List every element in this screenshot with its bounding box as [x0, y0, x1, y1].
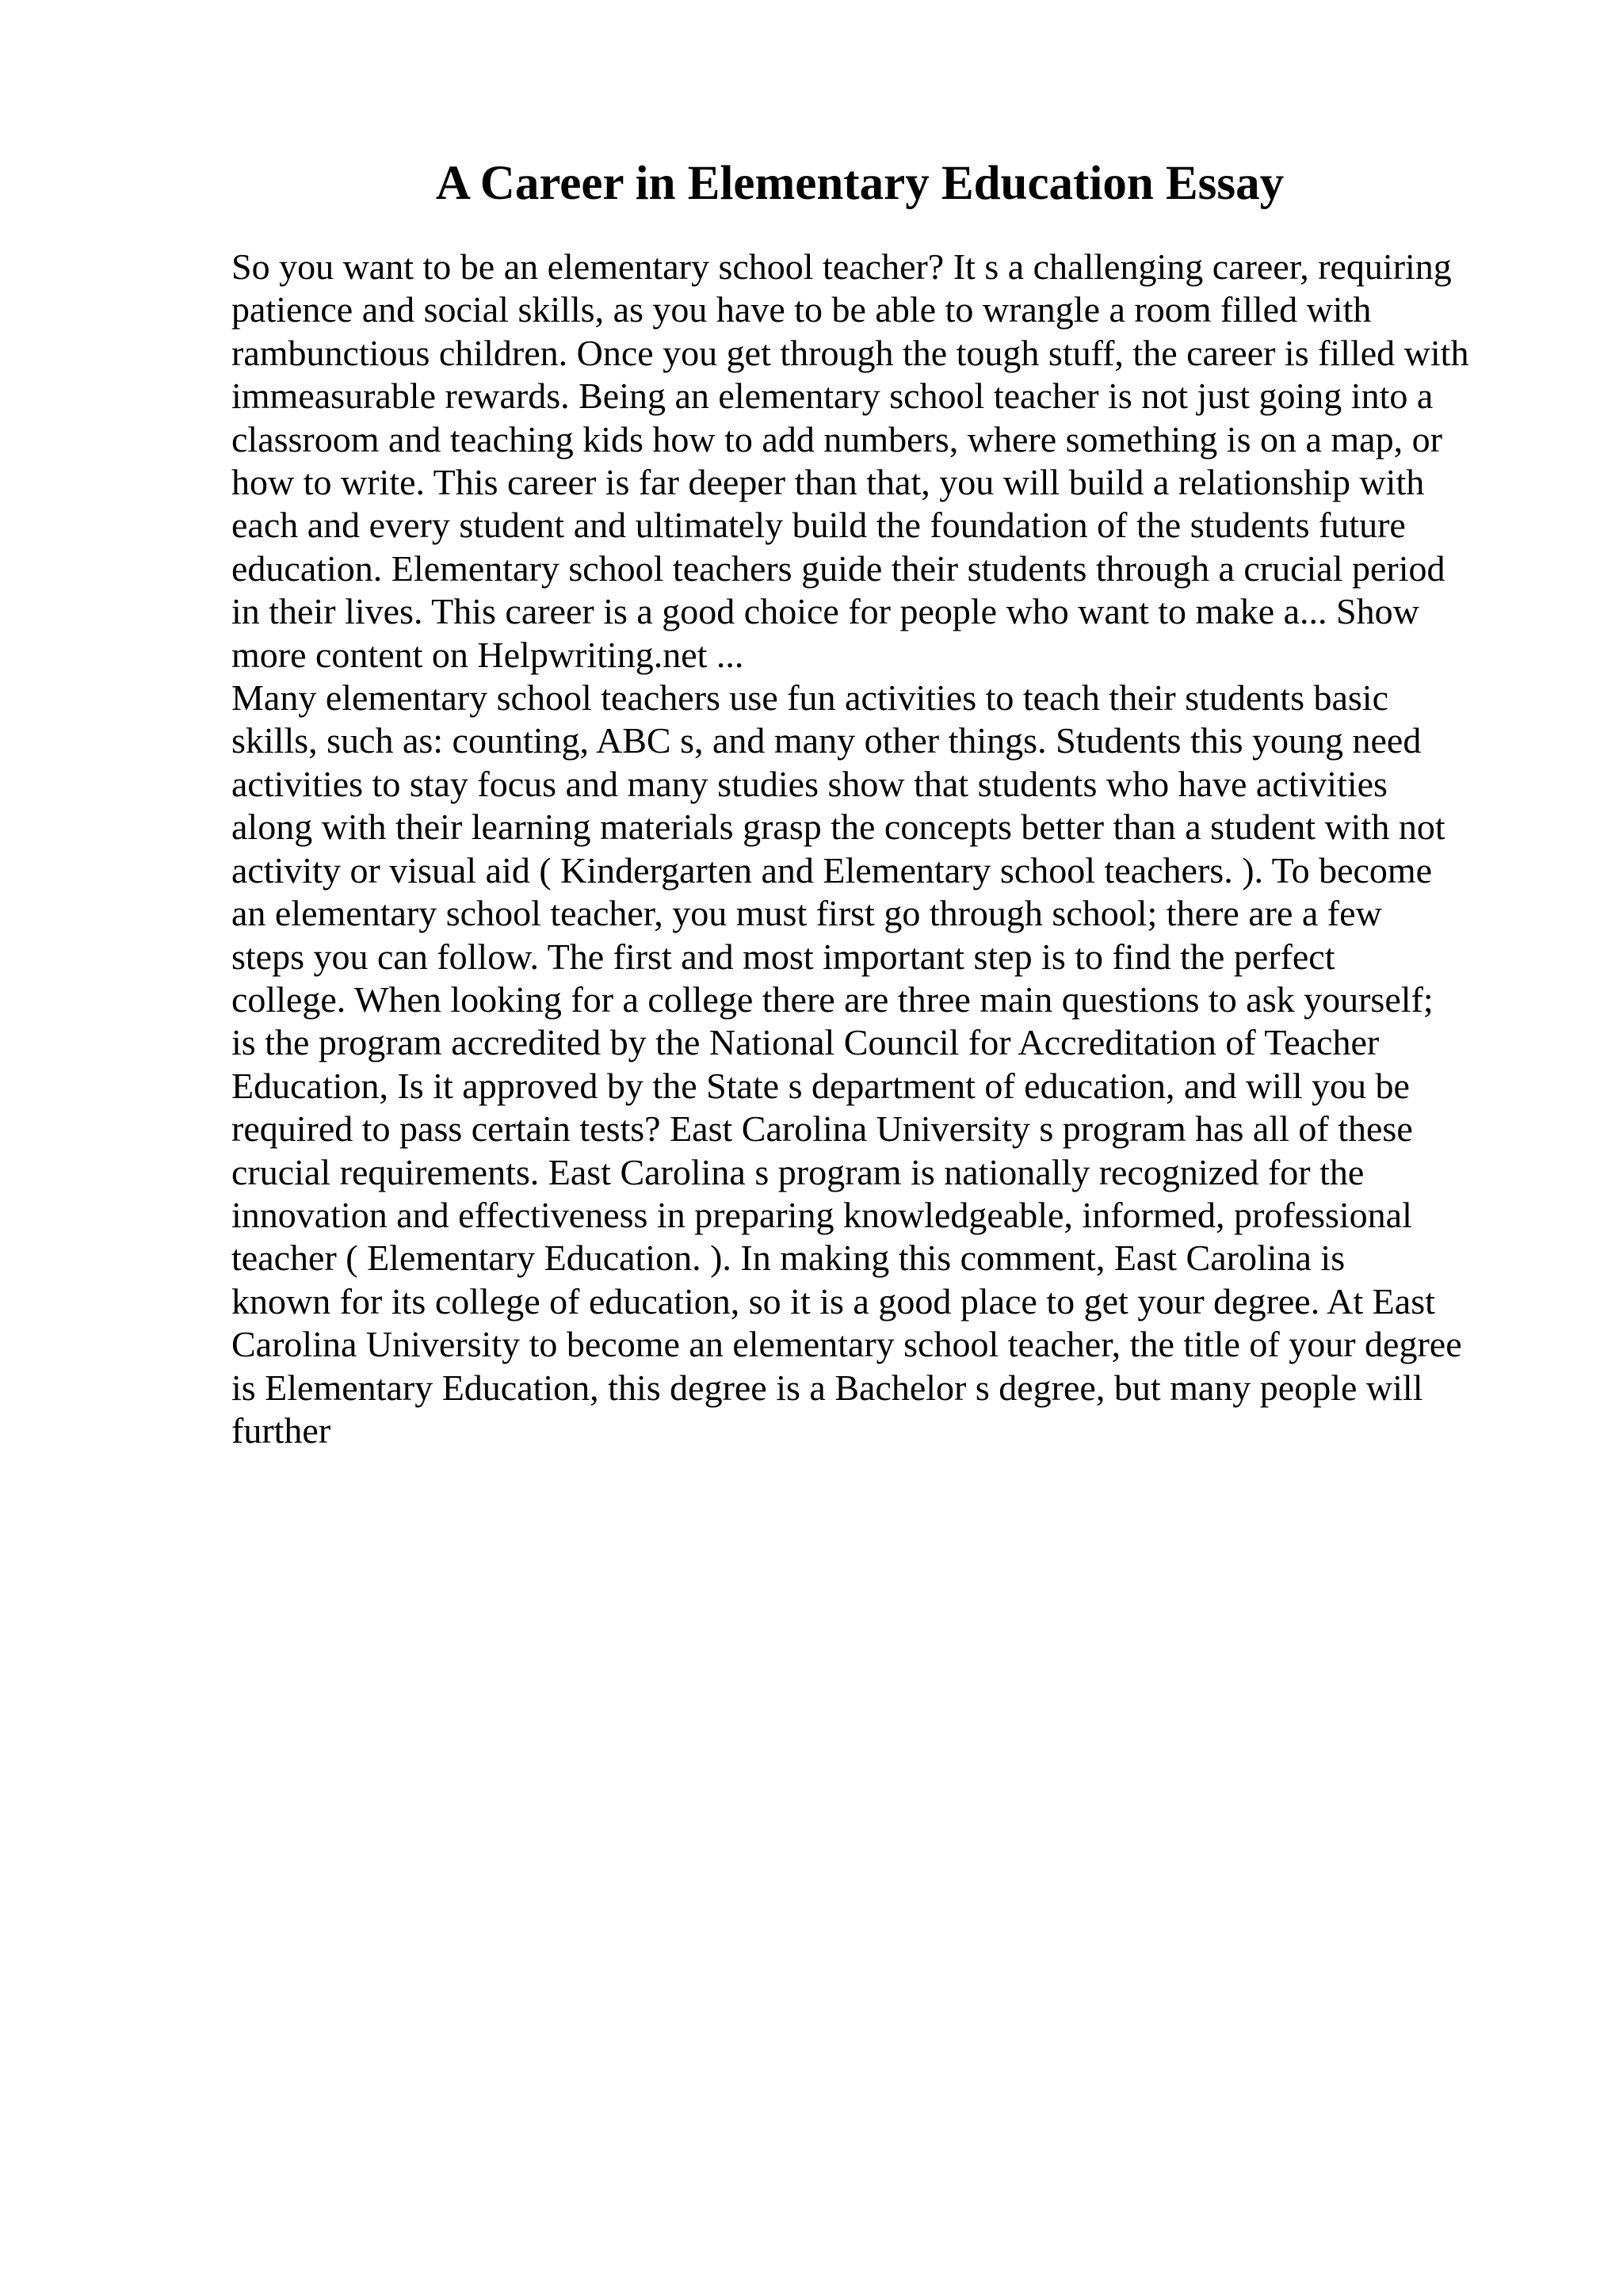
text-line: classroom and teaching kids how to add numbers, where something is on a map, or	[231, 418, 1442, 460]
text-line: immeasurable rewards. Being an elementary school teacher is not just going into a	[231, 376, 1434, 417]
text-line: activities to stay focus and many studies show that students who have activities	[231, 763, 1388, 804]
text-line: in their lives. This career is a good choice for people who want to make a... Show	[231, 591, 1419, 632]
text-line: education. Elementary school teachers guide their students through a crucial period	[231, 547, 1445, 589]
text-line: required to pass certain tests? East Carolina University s program has all of these	[231, 1108, 1413, 1150]
text-line: college. When looking for a college there are three main questions to ask yourself;	[231, 978, 1434, 1020]
text-line: is the program accredited by the National Council for Accreditation of Teacher	[231, 1022, 1380, 1063]
text-line: teacher ( Elementary Education. ). In making this comment, East Carolina is	[231, 1238, 1346, 1279]
text-line: steps you can follow. The first and most important step is to find the perfect	[231, 936, 1335, 977]
text-line: how to write. This career is far deeper than that, you will build a relationship with	[231, 462, 1425, 503]
text-line: more content on Helpwriting.net ...	[231, 634, 744, 675]
text-line: along with their learning materials grasp the concepts better than a student with not	[231, 807, 1445, 848]
text-line: further	[231, 1409, 331, 1451]
essay-body	[231, 246, 1610, 1452]
text-line: rambunctious children. Once you get through the tough stuff, the career is filled with	[231, 332, 1469, 373]
text-line: So you want to be an elementary school teacher? It s a challenging career, requiring	[231, 246, 1452, 287]
text-line: skills, such as: counting, ABC s, and many other things. Students this young need	[231, 720, 1422, 761]
document-title: A Career in Elementary Education Essay	[435, 157, 1285, 210]
text-line: patience and social skills, as you have to be able to wrangle a room filled with	[231, 289, 1372, 330]
text-line: innovation and effectiveness in preparing knowledgeable, informed, professional	[231, 1194, 1412, 1235]
text-line: known for its college of education, so it is a good place to get your degree. At East	[231, 1280, 1435, 1322]
text-line: each and every student and ultimately build the foundation of the students future	[231, 505, 1406, 546]
text-line: an elementary school teacher, you must first go through school; there are a few	[231, 893, 1382, 934]
text-line: Many elementary school teachers use fun activities to teach their students basic	[231, 677, 1389, 719]
text-line: Carolina University to become an elementary school teacher, the title of your degree	[231, 1324, 1462, 1365]
text-line: is Elementary Education, this degree is a Bachelor s degree, but many people will	[231, 1367, 1423, 1408]
text-line: activity or visual aid ( Kindergarten and Elementary school teachers. ). To become	[231, 849, 1433, 891]
text-line: crucial requirements. East Carolina s program is nationally recognized for the	[231, 1151, 1365, 1192]
text-line: Education, Is it approved by the State s department of education, and will you be	[231, 1065, 1410, 1106]
